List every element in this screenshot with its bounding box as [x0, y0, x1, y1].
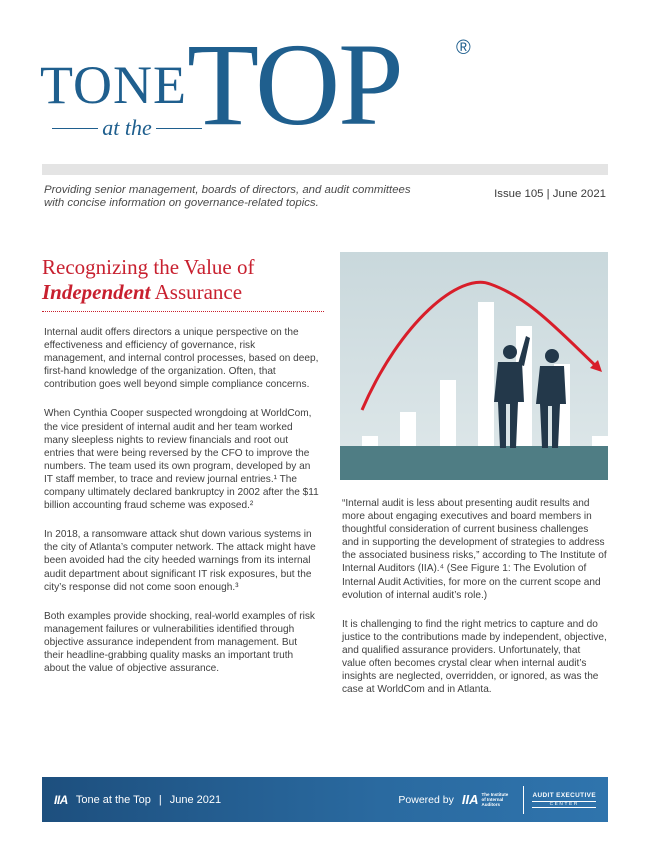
- bar-3: [440, 380, 456, 446]
- footer-divider: [523, 786, 524, 814]
- iia-institute-name: The Institute of Internal Auditors: [481, 792, 509, 807]
- article-title-line1: Recognizing the Value of: [42, 255, 255, 279]
- header-divider-bar: [42, 164, 608, 175]
- audit-executive-center-logo: [532, 792, 596, 808]
- bar-4: [478, 302, 494, 446]
- paragraph-metrics: It is challenging to find the right metrics to capture and do justice to the contributions made by independent, objective, and qualified assurance providers. Unfortunately, that value often becomes crystal clear when internal audit’s insights are neglected, overridden, or ignored, as was the case at WorldCom and in Atlanta.: [342, 618, 607, 696]
- aec-line1: AUDIT EXECUTIVE: [532, 791, 596, 799]
- footer-powered-by: Powered by: [398, 793, 454, 806]
- article-column-left: [44, 326, 319, 691]
- illustration-ground: [340, 446, 608, 480]
- footer-date: June 2021: [169, 793, 222, 806]
- tagline: Providing senior management, boards of directors, and audit committees with concise information on governance-related topics.: [44, 184, 411, 209]
- masthead-rule-left: [52, 128, 98, 129]
- issue-info: Issue 105 | June 2021: [494, 188, 606, 200]
- footer-separator: |: [158, 793, 162, 806]
- paragraph-atlanta: In 2018, a ransomware attack shut down various systems in the city of Atlanta’s computer network. The attack might have been avoided had the city heeded warnings from its internal audit department about significant IT risk exposures, but the city’s response did not come soon enough.³: [44, 529, 316, 593]
- article-title-rest: Assurance: [150, 280, 243, 304]
- masthead-at-the: [52, 115, 202, 141]
- title-dotted-rule: [42, 311, 324, 312]
- aec-line2: CENTER: [532, 801, 596, 808]
- masthead: [0, 0, 650, 160]
- masthead-top: TOP: [187, 19, 402, 150]
- masthead-at-the-text: at the: [102, 115, 152, 140]
- illustration-chart-businessmen: [340, 252, 608, 480]
- paragraph-worldcom: When Cynthia Cooper suspected wrongdoing at WorldCom, the vice president of internal audit and her team worked many sleepless nights to review financials and root out entries that were being reversed by the CFO to improve the numbers. The team used its own program, developed by an IT staff member, to trace and review journal entries.¹ The company ultimately declared bankruptcy in 2002 after the $11 billion accounting fraud scheme was exposed.²: [44, 408, 319, 512]
- footer-bar: [42, 777, 608, 822]
- bar-1: [362, 436, 378, 446]
- masthead-tone: TONE: [40, 55, 187, 115]
- article-title-emphasis: Independent: [42, 280, 151, 304]
- paragraph-intro: Internal audit offers directors a unique perspective on the effectiveness and efficiency of governance, risk management, and internal control processes, based on deep, first-hand knowledge of the organization. Often, that contribution goes well beyond simple compliance concerns.: [44, 327, 319, 391]
- article-title: [42, 255, 332, 305]
- paragraph-iia-quote: “Internal audit is less about presenting audit results and more about engaging executives and board members in thoughtful consideration of current business challenges and in supporting the development of strategies to address the associated business risks,” according to The Institute of Internal Auditors (IIA).⁴ (See Figure 1: The Evolution of Internal Audit Activities, for more on the current scope and evolution of internal audit’s role.): [342, 498, 607, 601]
- iia-logo: IIA: [54, 792, 68, 807]
- bar-7: [592, 436, 608, 446]
- footer-publication: Tone at the Top: [75, 793, 151, 806]
- registered-mark: ®: [456, 37, 471, 59]
- article-column-right: [342, 497, 607, 712]
- paragraph-examples: Both examples provide shocking, real-world examples of risk management failures or vulnerabilities identified through objective assurance independent from management. But their headline-grabbing quality masks an important truth about the value of objective assurance.: [44, 610, 315, 675]
- illustration-svg: [340, 252, 608, 480]
- iia-mark: IIA: [461, 792, 479, 807]
- iia-institute-logo: [462, 792, 514, 807]
- bar-2: [400, 412, 416, 446]
